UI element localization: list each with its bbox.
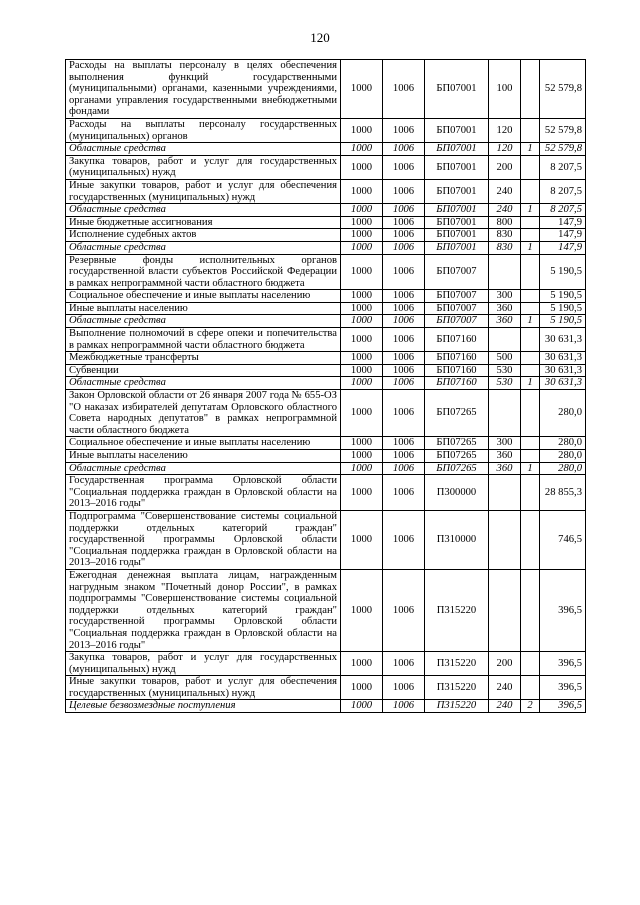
table-row — [66, 390, 586, 437]
table-row — [66, 241, 586, 254]
table-row — [66, 352, 586, 365]
row-section-code: 1000 — [341, 450, 383, 463]
row-funding-source-code — [521, 652, 540, 676]
row-target-article-code: П315220 — [425, 700, 489, 713]
row-section-code: 1000 — [341, 216, 383, 229]
row-target-article-code: БП07001 — [425, 143, 489, 156]
row-section-code: 1000 — [341, 155, 383, 179]
row-description: Иные закупки товаров, работ и услуг для обеспечения государственных (муниципальных) нужд — [66, 179, 341, 203]
row-description: Социальное обеспечение и иные выплаты населению — [66, 290, 341, 303]
table-row — [66, 179, 586, 203]
row-funding-source-code — [521, 229, 540, 242]
row-expense-type-code: 240 — [489, 700, 521, 713]
row-expense-type-code — [489, 328, 521, 352]
row-expense-type-code: 530 — [489, 377, 521, 390]
row-expense-type-code: 200 — [489, 652, 521, 676]
row-amount: 5 190,5 — [540, 302, 586, 315]
row-subsection-code: 1006 — [383, 179, 425, 203]
row-subsection-code: 1006 — [383, 676, 425, 700]
row-expense-type-code: 240 — [489, 204, 521, 217]
row-section-code: 1000 — [341, 241, 383, 254]
row-description: Областные средства — [66, 241, 341, 254]
row-expense-type-code: 120 — [489, 143, 521, 156]
row-amount: 5 190,5 — [540, 290, 586, 303]
row-subsection-code: 1006 — [383, 254, 425, 290]
row-description: Областные средства — [66, 462, 341, 475]
row-target-article-code: БП07007 — [425, 254, 489, 290]
row-target-article-code: БП07001 — [425, 179, 489, 203]
table-row — [66, 676, 586, 700]
table-row — [66, 364, 586, 377]
row-section-code: 1000 — [341, 179, 383, 203]
row-target-article-code: БП07001 — [425, 204, 489, 217]
table-row — [66, 652, 586, 676]
row-subsection-code: 1006 — [383, 229, 425, 242]
table-row — [66, 475, 586, 511]
row-funding-source-code — [521, 569, 540, 651]
row-subsection-code: 1006 — [383, 352, 425, 365]
row-amount: 280,0 — [540, 390, 586, 437]
row-amount: 147,9 — [540, 241, 586, 254]
row-description: Расходы на выплаты персоналу в целях обеспечения выполнения функций государственными (муниципальными) органами, казенными учреждениями, органами управления государственными внебюджетными фондами — [66, 60, 341, 119]
row-expense-type-code: 830 — [489, 241, 521, 254]
row-description: Закон Орловской области от 26 января 2007 года № 655-ОЗ "О наказах избирателей депутатам Орловского областного Совета народных депутатов" в рамках непрограммной части областного бюджета — [66, 390, 341, 437]
table-row — [66, 290, 586, 303]
row-section-code: 1000 — [341, 475, 383, 511]
row-description: Областные средства — [66, 315, 341, 328]
row-section-code: 1000 — [341, 462, 383, 475]
table-row — [66, 229, 586, 242]
row-section-code: 1000 — [341, 254, 383, 290]
row-description: Субвенции — [66, 364, 341, 377]
table-row — [66, 204, 586, 217]
row-description: Областные средства — [66, 143, 341, 156]
row-funding-source-code — [521, 179, 540, 203]
row-target-article-code: П315220 — [425, 652, 489, 676]
row-target-article-code: БП07007 — [425, 290, 489, 303]
row-section-code: 1000 — [341, 437, 383, 450]
row-description: Областные средства — [66, 204, 341, 217]
row-target-article-code: П310000 — [425, 510, 489, 569]
row-amount: 5 190,5 — [540, 254, 586, 290]
row-section-code: 1000 — [341, 569, 383, 651]
row-funding-source-code: 1 — [521, 377, 540, 390]
row-expense-type-code: 300 — [489, 437, 521, 450]
row-expense-type-code — [489, 390, 521, 437]
row-section-code: 1000 — [341, 510, 383, 569]
row-target-article-code: П315220 — [425, 569, 489, 651]
row-amount: 8 207,5 — [540, 155, 586, 179]
row-funding-source-code — [521, 676, 540, 700]
row-funding-source-code: 1 — [521, 462, 540, 475]
row-subsection-code: 1006 — [383, 204, 425, 217]
row-section-code: 1000 — [341, 377, 383, 390]
row-target-article-code: БП07001 — [425, 241, 489, 254]
page-number: 120 — [310, 30, 330, 45]
row-amount: 30 631,3 — [540, 377, 586, 390]
row-expense-type-code: 360 — [489, 315, 521, 328]
table-row — [66, 437, 586, 450]
row-amount: 396,5 — [540, 700, 586, 713]
table-row — [66, 143, 586, 156]
row-amount: 746,5 — [540, 510, 586, 569]
row-subsection-code: 1006 — [383, 450, 425, 463]
row-description: Областные средства — [66, 377, 341, 390]
row-expense-type-code — [489, 569, 521, 651]
row-subsection-code: 1006 — [383, 143, 425, 156]
row-amount: 280,0 — [540, 450, 586, 463]
table-row — [66, 510, 586, 569]
row-funding-source-code — [521, 155, 540, 179]
row-target-article-code: БП07007 — [425, 315, 489, 328]
row-amount: 52 579,8 — [540, 143, 586, 156]
row-expense-type-code: 100 — [489, 60, 521, 119]
row-funding-source-code — [521, 510, 540, 569]
row-description: Социальное обеспечение и иные выплаты населению — [66, 437, 341, 450]
row-target-article-code: БП07265 — [425, 390, 489, 437]
row-description: Расходы на выплаты персоналу государственных (муниципальных) органов — [66, 118, 341, 142]
row-subsection-code: 1006 — [383, 118, 425, 142]
row-description: Иные выплаты населению — [66, 302, 341, 315]
row-description: Иные закупки товаров, работ и услуг для обеспечения государственных (муниципальных) нужд — [66, 676, 341, 700]
row-subsection-code: 1006 — [383, 437, 425, 450]
row-description: Закупка товаров, работ и услуг для государственных (муниципальных) нужд — [66, 155, 341, 179]
table-row — [66, 302, 586, 315]
row-funding-source-code — [521, 364, 540, 377]
budget-rows — [66, 60, 586, 713]
row-target-article-code: БП07001 — [425, 229, 489, 242]
row-description: Резервные фонды исполнительных органов государственной власти субъектов Российской Федерации в рамках непрограммной части областного бюджета — [66, 254, 341, 290]
row-funding-source-code — [521, 390, 540, 437]
row-funding-source-code — [521, 60, 540, 119]
row-amount: 30 631,3 — [540, 352, 586, 365]
row-amount: 280,0 — [540, 437, 586, 450]
row-subsection-code: 1006 — [383, 241, 425, 254]
row-target-article-code: БП07160 — [425, 352, 489, 365]
row-subsection-code: 1006 — [383, 652, 425, 676]
row-expense-type-code — [489, 475, 521, 511]
row-funding-source-code — [521, 328, 540, 352]
row-section-code: 1000 — [341, 118, 383, 142]
row-section-code: 1000 — [341, 229, 383, 242]
table-row — [66, 700, 586, 713]
row-section-code: 1000 — [341, 290, 383, 303]
row-expense-type-code: 500 — [489, 352, 521, 365]
row-section-code: 1000 — [341, 60, 383, 119]
table-row — [66, 118, 586, 142]
row-amount: 396,5 — [540, 569, 586, 651]
row-funding-source-code: 1 — [521, 204, 540, 217]
table-row — [66, 462, 586, 475]
row-section-code: 1000 — [341, 143, 383, 156]
row-funding-source-code: 1 — [521, 143, 540, 156]
row-subsection-code: 1006 — [383, 700, 425, 713]
row-subsection-code: 1006 — [383, 475, 425, 511]
row-expense-type-code — [489, 510, 521, 569]
row-funding-source-code: 2 — [521, 700, 540, 713]
row-funding-source-code — [521, 437, 540, 450]
table-row — [66, 450, 586, 463]
row-subsection-code: 1006 — [383, 302, 425, 315]
budget-table — [65, 59, 586, 713]
row-expense-type-code: 120 — [489, 118, 521, 142]
row-expense-type-code: 360 — [489, 462, 521, 475]
row-target-article-code: БП07160 — [425, 377, 489, 390]
table-row — [66, 155, 586, 179]
row-funding-source-code — [521, 290, 540, 303]
row-expense-type-code: 300 — [489, 290, 521, 303]
row-amount: 52 579,8 — [540, 118, 586, 142]
row-expense-type-code: 360 — [489, 302, 521, 315]
row-section-code: 1000 — [341, 352, 383, 365]
row-description: Закупка товаров, работ и услуг для государственных (муниципальных) нужд — [66, 652, 341, 676]
row-target-article-code: БП07265 — [425, 437, 489, 450]
row-subsection-code: 1006 — [383, 377, 425, 390]
row-target-article-code: БП07001 — [425, 216, 489, 229]
row-target-article-code: П315220 — [425, 676, 489, 700]
row-section-code: 1000 — [341, 204, 383, 217]
row-amount: 30 631,3 — [540, 328, 586, 352]
row-funding-source-code — [521, 302, 540, 315]
row-amount: 280,0 — [540, 462, 586, 475]
row-section-code: 1000 — [341, 390, 383, 437]
table-row — [66, 216, 586, 229]
row-subsection-code: 1006 — [383, 315, 425, 328]
row-funding-source-code: 1 — [521, 241, 540, 254]
row-funding-source-code — [521, 475, 540, 511]
row-description: Ежегодная денежная выплата лицам, награжденным нагрудным знаком "Почетный донор России", в рамках подпрограммы "Совершенствование системы социальной поддержки отдельных категорий граждан" государственной программы Орловской области "Социальная поддержка граждан в Орловской области на 2013–2016 годы" — [66, 569, 341, 651]
row-section-code: 1000 — [341, 315, 383, 328]
row-expense-type-code: 360 — [489, 450, 521, 463]
row-description: Выполнение полномочий в сфере опеки и попечительства в рамках непрограммной части областного бюджета — [66, 328, 341, 352]
row-description: Исполнение судебных актов — [66, 229, 341, 242]
row-section-code: 1000 — [341, 328, 383, 352]
row-subsection-code: 1006 — [383, 155, 425, 179]
row-subsection-code: 1006 — [383, 569, 425, 651]
table-row — [66, 315, 586, 328]
row-subsection-code: 1006 — [383, 60, 425, 119]
row-section-code: 1000 — [341, 652, 383, 676]
row-description: Государственная программа Орловской области "Социальная поддержка граждан в Орловской области на 2013–2016 годы" — [66, 475, 341, 511]
table-row — [66, 60, 586, 119]
row-description: Межбюджетные трансферты — [66, 352, 341, 365]
row-funding-source-code — [521, 216, 540, 229]
row-section-code: 1000 — [341, 364, 383, 377]
row-subsection-code: 1006 — [383, 364, 425, 377]
row-subsection-code: 1006 — [383, 462, 425, 475]
row-funding-source-code — [521, 118, 540, 142]
row-funding-source-code — [521, 352, 540, 365]
row-funding-source-code — [521, 254, 540, 290]
row-description: Целевые безвозмездные поступления — [66, 700, 341, 713]
row-target-article-code: БП07160 — [425, 364, 489, 377]
row-amount: 28 855,3 — [540, 475, 586, 511]
row-target-article-code: П300000 — [425, 475, 489, 511]
row-expense-type-code — [489, 254, 521, 290]
row-amount: 8 207,5 — [540, 179, 586, 203]
row-funding-source-code — [521, 450, 540, 463]
row-target-article-code: БП07001 — [425, 155, 489, 179]
row-amount: 396,5 — [540, 652, 586, 676]
row-expense-type-code: 240 — [489, 179, 521, 203]
row-subsection-code: 1006 — [383, 216, 425, 229]
row-expense-type-code: 240 — [489, 676, 521, 700]
row-description: Подпрограмма "Совершенствование системы социальной поддержки отдельных категорий граждан" государственной программы Орловской области "Социальная поддержка граждан в Орловской области на 2013–2016 годы" — [66, 510, 341, 569]
row-subsection-code: 1006 — [383, 510, 425, 569]
row-target-article-code: БП07265 — [425, 462, 489, 475]
row-subsection-code: 1006 — [383, 290, 425, 303]
row-subsection-code: 1006 — [383, 390, 425, 437]
row-amount: 147,9 — [540, 229, 586, 242]
row-description: Иные бюджетные ассигнования — [66, 216, 341, 229]
row-expense-type-code: 830 — [489, 229, 521, 242]
row-expense-type-code: 800 — [489, 216, 521, 229]
row-target-article-code: БП07160 — [425, 328, 489, 352]
row-target-article-code: БП07265 — [425, 450, 489, 463]
row-subsection-code: 1006 — [383, 328, 425, 352]
row-amount: 8 207,5 — [540, 204, 586, 217]
table-row — [66, 569, 586, 651]
row-amount: 147,9 — [540, 216, 586, 229]
row-expense-type-code: 530 — [489, 364, 521, 377]
table-row — [66, 377, 586, 390]
row-amount: 52 579,8 — [540, 60, 586, 119]
table-row — [66, 254, 586, 290]
row-target-article-code: БП07007 — [425, 302, 489, 315]
table-row — [66, 328, 586, 352]
row-amount: 30 631,3 — [540, 364, 586, 377]
row-section-code: 1000 — [341, 700, 383, 713]
row-expense-type-code: 200 — [489, 155, 521, 179]
row-target-article-code: БП07001 — [425, 118, 489, 142]
row-funding-source-code: 1 — [521, 315, 540, 328]
row-amount: 5 190,5 — [540, 315, 586, 328]
row-amount: 396,5 — [540, 676, 586, 700]
row-target-article-code: БП07001 — [425, 60, 489, 119]
row-section-code: 1000 — [341, 302, 383, 315]
row-section-code: 1000 — [341, 676, 383, 700]
row-description: Иные выплаты населению — [66, 450, 341, 463]
